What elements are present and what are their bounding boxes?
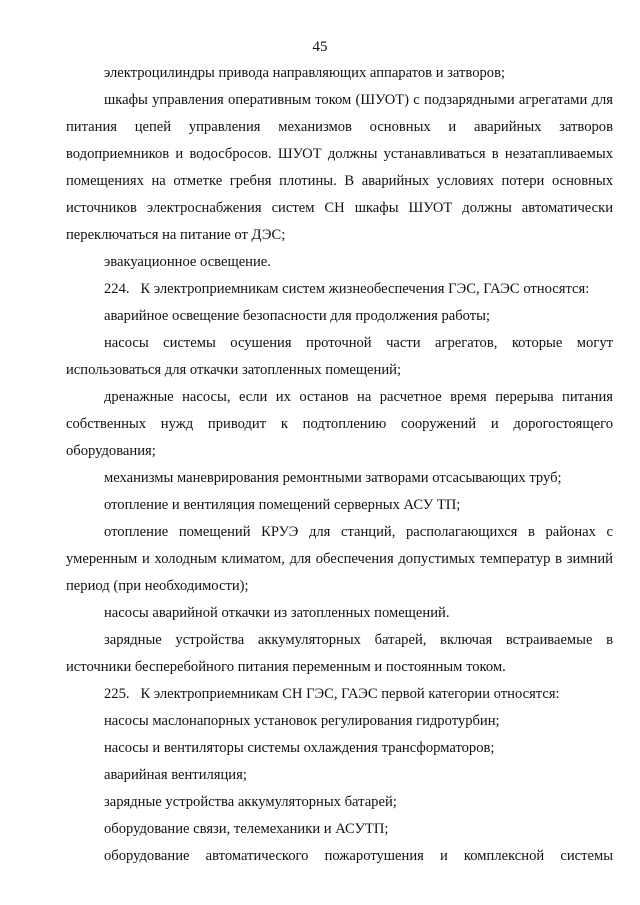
paragraph: зарядные устройства аккумуляторных батарей, включая встраиваемые в источники бесперебойного питания переменным и постоянным током. — [66, 632, 613, 675]
paragraph: зарядные устройства аккумуляторных батарей; — [104, 794, 397, 810]
paragraph: шкафы управления оперативным током (ШУОТ) с подзарядными агрегатами для питания цепей управления механизмов основных и аварийных затворов водоприемников и водосбросов. ШУОТ должны устанавливаться в незатапливаемых помещениях на отметке гребня плотины. В аварийных условиях потери основных источников электроснабжения систем СН шкафы ШУОТ должны автоматически переключаться на питание от ДЭС; — [66, 92, 613, 243]
numbered-paragraph: 225. К электроприемникам СН ГЭС, ГАЭС первой категории относятся: — [104, 686, 560, 702]
paragraph: насосы маслонапорных установок регулирования гидротурбин; — [104, 713, 500, 729]
paragraph: насосы системы осушения проточной части агрегатов, которые могут использоваться для откачки затопленных помещений; — [66, 335, 613, 378]
paragraph: эвакуационное освещение. — [104, 254, 271, 270]
paragraph: отопление помещений КРУЭ для станций, располагающихся в районах с умеренным и холодным климатом, для обеспечения допустимых температур в зимний период (при необходимости); — [66, 524, 613, 594]
paragraph: аварийное освещение безопасности для продолжения работы; — [104, 308, 491, 324]
paragraph: дренажные насосы, если их останов на расчетное время перерыва питания собственных нужд приводит к подтоплению сооружений и дорогостоящего оборудования; — [66, 389, 613, 459]
paragraph: насосы и вентиляторы системы охлаждения трансформаторов; — [104, 740, 495, 756]
paragraph: насосы аварийной откачки из затопленных помещений. — [104, 605, 450, 621]
paragraph: оборудование связи, телемеханики и АСУТП; — [104, 821, 389, 837]
paragraph: механизмы маневрирования ремонтными затворами отсасывающих труб; — [104, 470, 562, 486]
paragraph: электроцилиндры привода направляющих аппаратов и затворов; — [104, 65, 506, 81]
paragraph: оборудование автоматического пожаротушения и комплексной системы — [104, 848, 613, 864]
paragraph: отопление и вентиляция помещений серверных АСУ ТП; — [104, 497, 461, 513]
document-body — [66, 60, 613, 870]
paragraph: аварийная вентиляция; — [104, 767, 247, 783]
page-number: 45 — [312, 39, 328, 55]
numbered-paragraph: 224. К электроприемникам систем жизнеобеспечения ГЭС, ГАЭС относятся: — [104, 281, 590, 297]
